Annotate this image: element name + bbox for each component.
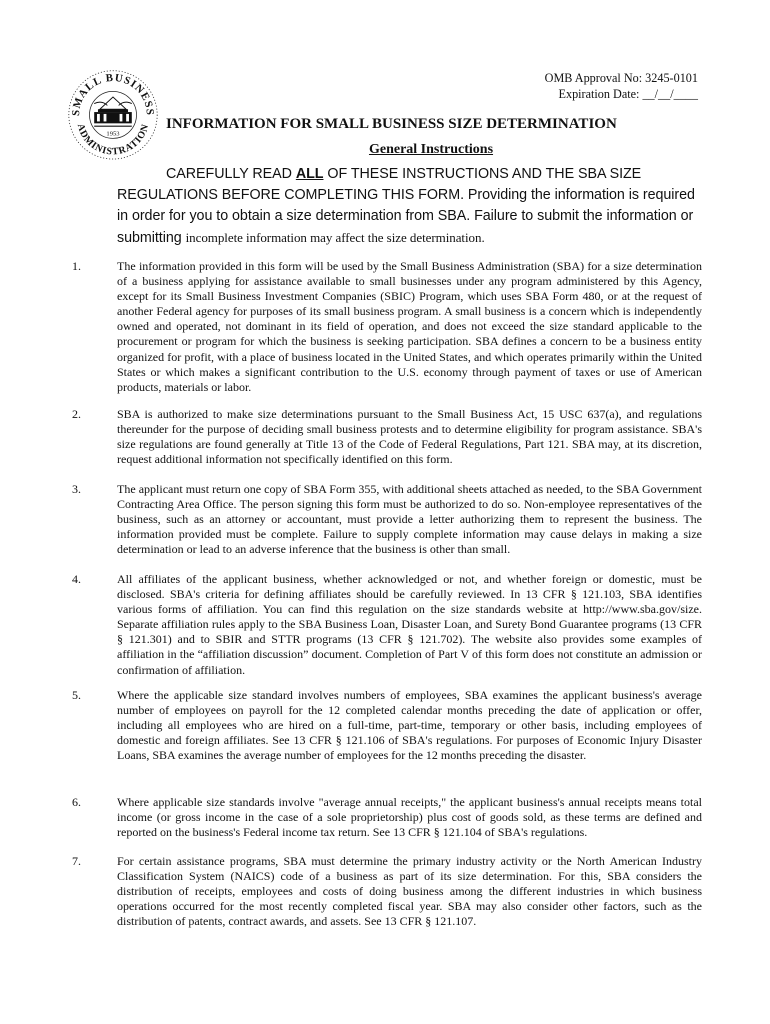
caution-emphasis: ALL	[295, 166, 324, 182]
item-number: 7.	[72, 854, 81, 868]
seal-text-bottom: ADMINISTRATION	[74, 122, 152, 158]
seal-text-top: SMALL BUSINESS	[70, 71, 156, 117]
caution-paragraph	[117, 164, 702, 249]
item-text: The information provided in this form will be used by the Small Business Administration (SBA) for a size determination of a business applying for assistance available to small businesses under any program administered by this Agency, except for its Small Business Investment Companies (SBIC) Program, which uses SBA Form 480, or at the request of another Federal agency for purposes of its small business program. A small business is a concern which is independently owned and operated, not dominant in its field of operation, and does not exceed the size standard applicable to the procurement or program for which the business is seeking participation. SBA defines a concern to be a business entity organized for profit, with a place of business located in the United States, and which operates primarily within the United States or which makes a significant contribution to the U.S. economy through payment of taxes or use of American products, materials or labor.	[117, 259, 702, 394]
item-text: Where applicable size standards involve "average annual receipts," the applicant business's annual receipts means total income (or gross income in the case of a sole proprietorship) plus cost of goods sold, as these terms are defined and reported on the business's Federal income tax return. See 13 CFR § 121.104 of SBA's regulations.	[117, 795, 702, 840]
caution-part2: OF THESE INSTRUCTIONS AND THE SBA SIZE REGULATIONS BEFORE COMPLETING THIS FORM. Providing the information is required in order for you to obtain a size determination from SBA. Failure to submit the information or submitting	[117, 166, 695, 246]
item-text: SBA is authorized to make size determinations pursuant to the Small Business Act, 15 USC 637(a), and regulations thereunder for the purpose of deciding small business protests and to determine eligibility for program assistance. SBA's size regulations are found generally at Title 13 of the Code of Federal Regulations, Part 121. SBA may, at its discretion, request additional information not specifically identified on this form.	[117, 407, 702, 467]
section-title: General Instructions	[368, 142, 494, 157]
item-number: 5.	[72, 688, 81, 702]
item-text: Where the applicable size standard involves numbers of employees, SBA examines the applicant business's average number of employees on payroll for the 12 completed calendar months preceding the date of application or offer, including all employees who are hired on a full-time, part-time, temporary or other basis, including employees of domestic and foreign affiliates. See 13 CFR § 121.106 of SBA's regulations. For purposes of Economic Injury Disaster Loans, SBA examines the average number of employees for the 12 months preceding the disaster.	[117, 688, 702, 763]
item-number: 3.	[72, 482, 81, 496]
page-title: INFORMATION FOR SMALL BUSINESS SIZE DETERMINATION	[166, 116, 617, 132]
item-text: The applicant must return one copy of SBA Form 355, with additional sheets attached as needed, to the SBA Government Contracting Area Office. The person signing this form must be authorized to do so. Non-employee representatives of the business, such as an attorney or accountant, must provide a letter authorizing them to represent the business. The information provided must be complete. Failure to supply complete information may cause delays in making a size determination or lead to an adverse inference that the business is other than small.	[117, 482, 702, 557]
item-number: 4.	[72, 572, 81, 586]
caution-part1: CAREFULLY READ	[166, 166, 296, 182]
seal-year: 1953	[106, 130, 120, 138]
item-number: 2.	[72, 407, 81, 421]
item-number: 1.	[72, 259, 81, 273]
item-text: All affiliates of the applicant business, whether acknowledged or not, and whether foreign or domestic, must be disclosed. SBA's criteria for defining affiliates should be carefully reviewed. In 13 CFR § 121.103, SBA identifies various forms of affiliation. You can find this regulation on the size standards website at http://www.sba.gov/size. Separate affiliation rules apply to the SBA Business Loan, Disaster Loan, and Surety Bond Guarantee programs (13 CFR § 121.301) and to SBIR and STTR programs (13 CFR § 121.702). The website also provides some examples of affiliation in the “affiliation discussion” document. Completion of Part V of this form does not constitute an admission or confirmation of affiliation.	[117, 572, 702, 677]
omb-approval-number: OMB Approval No: 3245-0101	[544, 71, 698, 85]
item-number: 6.	[72, 795, 81, 809]
caution-part3: incomplete information may affect the size determination.	[185, 230, 485, 245]
expiration-date: Expiration Date: __/__/____	[558, 87, 698, 101]
item-text: For certain assistance programs, SBA must determine the primary industry activity or the North American Industry Classification System (NAICS) code of a business as part of its size determination. For this, SBA considers the distribution of receipts, employees and costs of doing business among the different industries in which business operations occurred for the most recently completed fiscal year. SBA may also consider other factors, such as the distribution of patents, contract awards, and assets. See 13 CFR § 121.107.	[117, 854, 702, 929]
omb-block	[545, 70, 698, 102]
